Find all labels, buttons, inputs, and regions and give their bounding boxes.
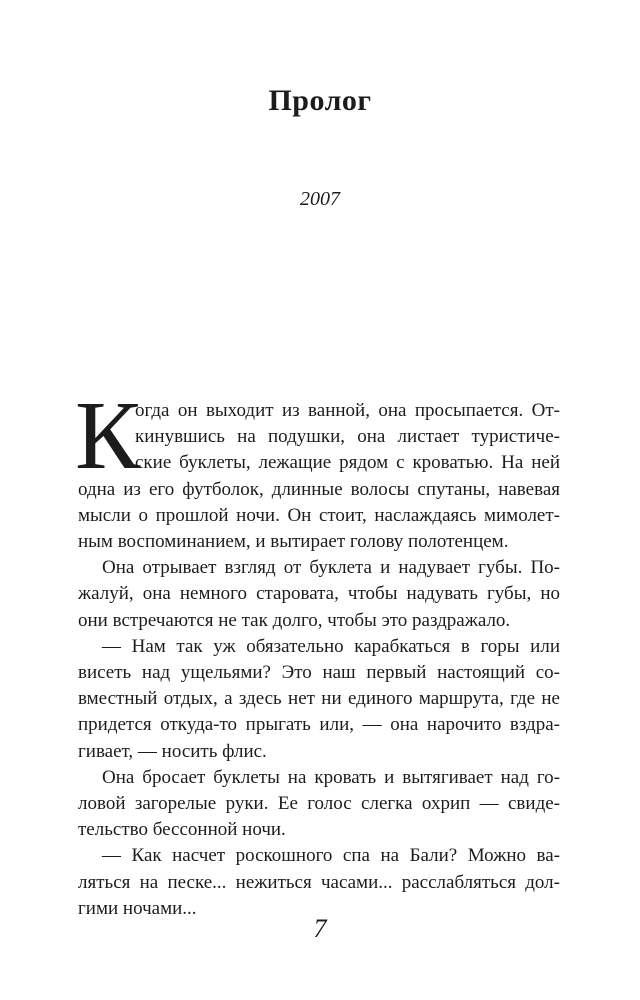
text-line: Она бросает буклеты на кровать и вытягивает над го- — [102, 766, 560, 788]
page-number: 7 — [313, 914, 327, 943]
paragraph — [78, 843, 560, 922]
text-line: придется откуда-то прыгать или, — она нарочито вздра- — [78, 714, 560, 736]
chapter-title: Пролог — [268, 84, 372, 117]
text-line: вместный отдых, а здесь нет ни единого маршрута, где не — [78, 688, 560, 710]
text-line: ловой загорелые руки. Ее голос слегка охрип — свиде- — [78, 793, 560, 815]
text-line: огда он выходит из ванной, она просыпается. От- — [135, 400, 560, 421]
text-line: жалуй, она немного старовата, чтобы надувать губы, но — [78, 583, 560, 605]
text-line: ские буклеты, лежащие рядом с кроватью. На ней — [135, 452, 560, 474]
drop-cap: К — [75, 382, 141, 490]
text-line: гими ночами... — [78, 897, 197, 919]
text-line: одна из его футболок, длинные волосы спутаны, навевая — [78, 478, 560, 500]
text-line: Она отрывает взгляд от буклета и надувает губы. По- — [102, 557, 560, 579]
paragraph — [78, 555, 560, 634]
text-line: ным воспоминанием, и вытирает голову полотенцем. — [78, 531, 509, 553]
text-line: тельство бессонной ночи. — [78, 819, 286, 841]
text-line: они встречаются не так долго, чтобы это раздражало. — [78, 609, 511, 631]
chapter-year: 2007 — [300, 188, 340, 210]
text-line: — Нам так уж обязательно карабкаться в горы или — [102, 635, 560, 657]
text-line: гивает, — носить флис. — [78, 740, 267, 762]
text-line: ляться на песке... нежиться часами... расслабляться дол- — [78, 871, 560, 893]
paragraph — [78, 634, 560, 765]
paragraph — [78, 765, 560, 844]
text-line: висеть над ущельями? Это наш первый настоящий со- — [78, 662, 560, 684]
text-line: кинувшись на подушки, она листает туристиче- — [135, 426, 560, 448]
paragraph — [75, 382, 560, 555]
text-line: — Как насчет роскошного спа на Бали? Можно ва- — [102, 845, 560, 867]
text-line: мысли о прошлой ночи. Он стоит, наслаждаясь мимолет- — [78, 504, 560, 526]
body-text — [75, 382, 560, 922]
